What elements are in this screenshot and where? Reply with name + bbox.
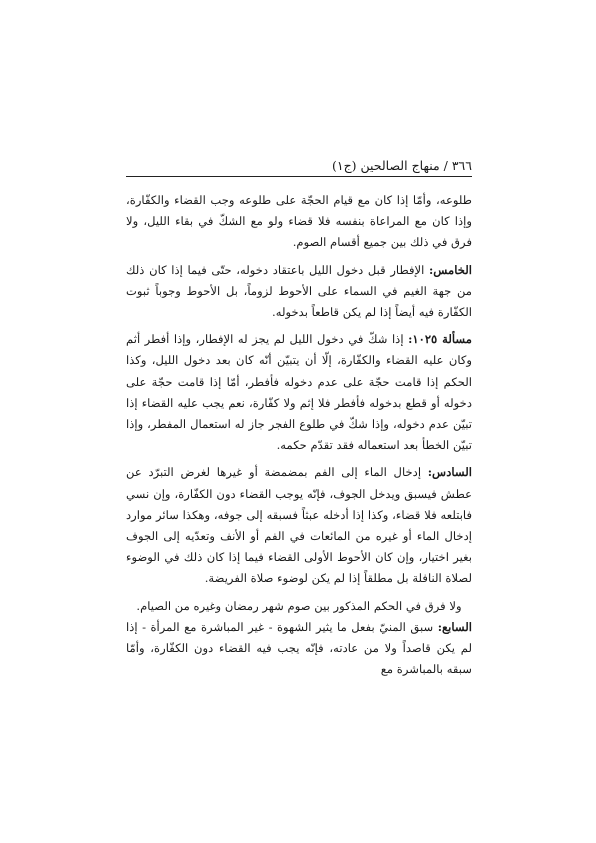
paragraph-issue-1025 xyxy=(126,329,472,456)
running-header: ٣٦٦ / منهاج الصالحين (ج١) xyxy=(331,158,472,173)
paragraph-label: الخامس: xyxy=(428,262,472,277)
paragraph-text: ولا فرق في الحكم المذكور بين صوم شهر رمضان وغيره من الصيام. xyxy=(136,598,462,613)
paragraph-note xyxy=(126,596,472,617)
paragraph-seventh xyxy=(126,617,472,681)
paragraph-text: إذا شكّ في دخول الليل لم يجز له الإفطار، وإذا أفطر أثم وكان عليه القضاء والكفّارة، إلّا أن يتبيّن أنّه كان بعد دخول الليل، وكذا الحكم إذا قامت حجّة على عدم دخوله فأفطر، أمّا إذا قامت حجّة على دخوله أو قطع بدخوله فأفطر فلا إثم ولا كفّارة، نعم يجب عليه القضاء إذا تبيّن عدم دخوله، وإذا شكّ في طلوع الفجر جاز له استعمال المفطر، وإذا تبيّن الخطأ بعد استعماله فقد تقدّم حكمه. xyxy=(126,332,472,453)
paragraph-continuation xyxy=(126,190,472,254)
paragraph-label: السابع: xyxy=(437,619,472,634)
paragraph-label: مسألة ١٠٢٥: xyxy=(408,332,472,347)
paragraph-sixth xyxy=(126,462,472,589)
paragraph-text: سبق المنيّ بفعل ما يثير الشهوة - غير المباشرة مع المرأة - إذا لم يكن قاصداً ولا من عادته، فإنّه يجب فيه القضاء دون الكفّارة، وأمّا سبقه بالمباشرة مع xyxy=(126,619,472,677)
paragraph-fifth xyxy=(126,260,472,324)
paragraph-text: طلوعه، وأمّا إذا كان مع قيام الحجّة على طلوعه وجب القضاء والكفّارة، وإذا كان مع المراعاة بنفسه فلا قضاء ولو مع الشكّ في بقاء الليل، ولا فرق في ذلك بين جميع أقسام الصوم. xyxy=(126,193,472,250)
paragraph-text: إدخال الماء إلى الفم بمضمضة أو غيرها لغرض التبرّد عن عطش فيسبق ويدخل الجوف، فإنّه يوجب القضاء دون الكفّارة، وإن نسي فابتلعه فلا قضاء، وكذا إذا أدخله عبثاً فسبقه إلى جوفه، وهكذا سائر موارد إدخال الماء أو غيره من المائعات في الفم أو الأنف وتعدّيه إلى الجوف بغير اختيار، وإن كان الأحوط الأولى القضاء فيما إذا كان ذلك في الوضوء لصلاة النافلة بل مطلقاً إذا لم يكن لوضوء صلاة الفريضة. xyxy=(126,465,472,586)
paragraph-label: السادس: xyxy=(427,465,472,480)
header-rule xyxy=(126,176,472,177)
page-body xyxy=(126,190,472,680)
paragraph-text: الإفطار قبل دخول الليل باعتقاد دخوله، حتّى فيما إذا كان ذلك من جهة الغيم في السماء على الأحوط لزوماً، بل الأحوط وجوباً ثبوت الكفّارة فيه أيضاً إذا لم يكن قاطعاً بدخوله. xyxy=(126,262,472,320)
